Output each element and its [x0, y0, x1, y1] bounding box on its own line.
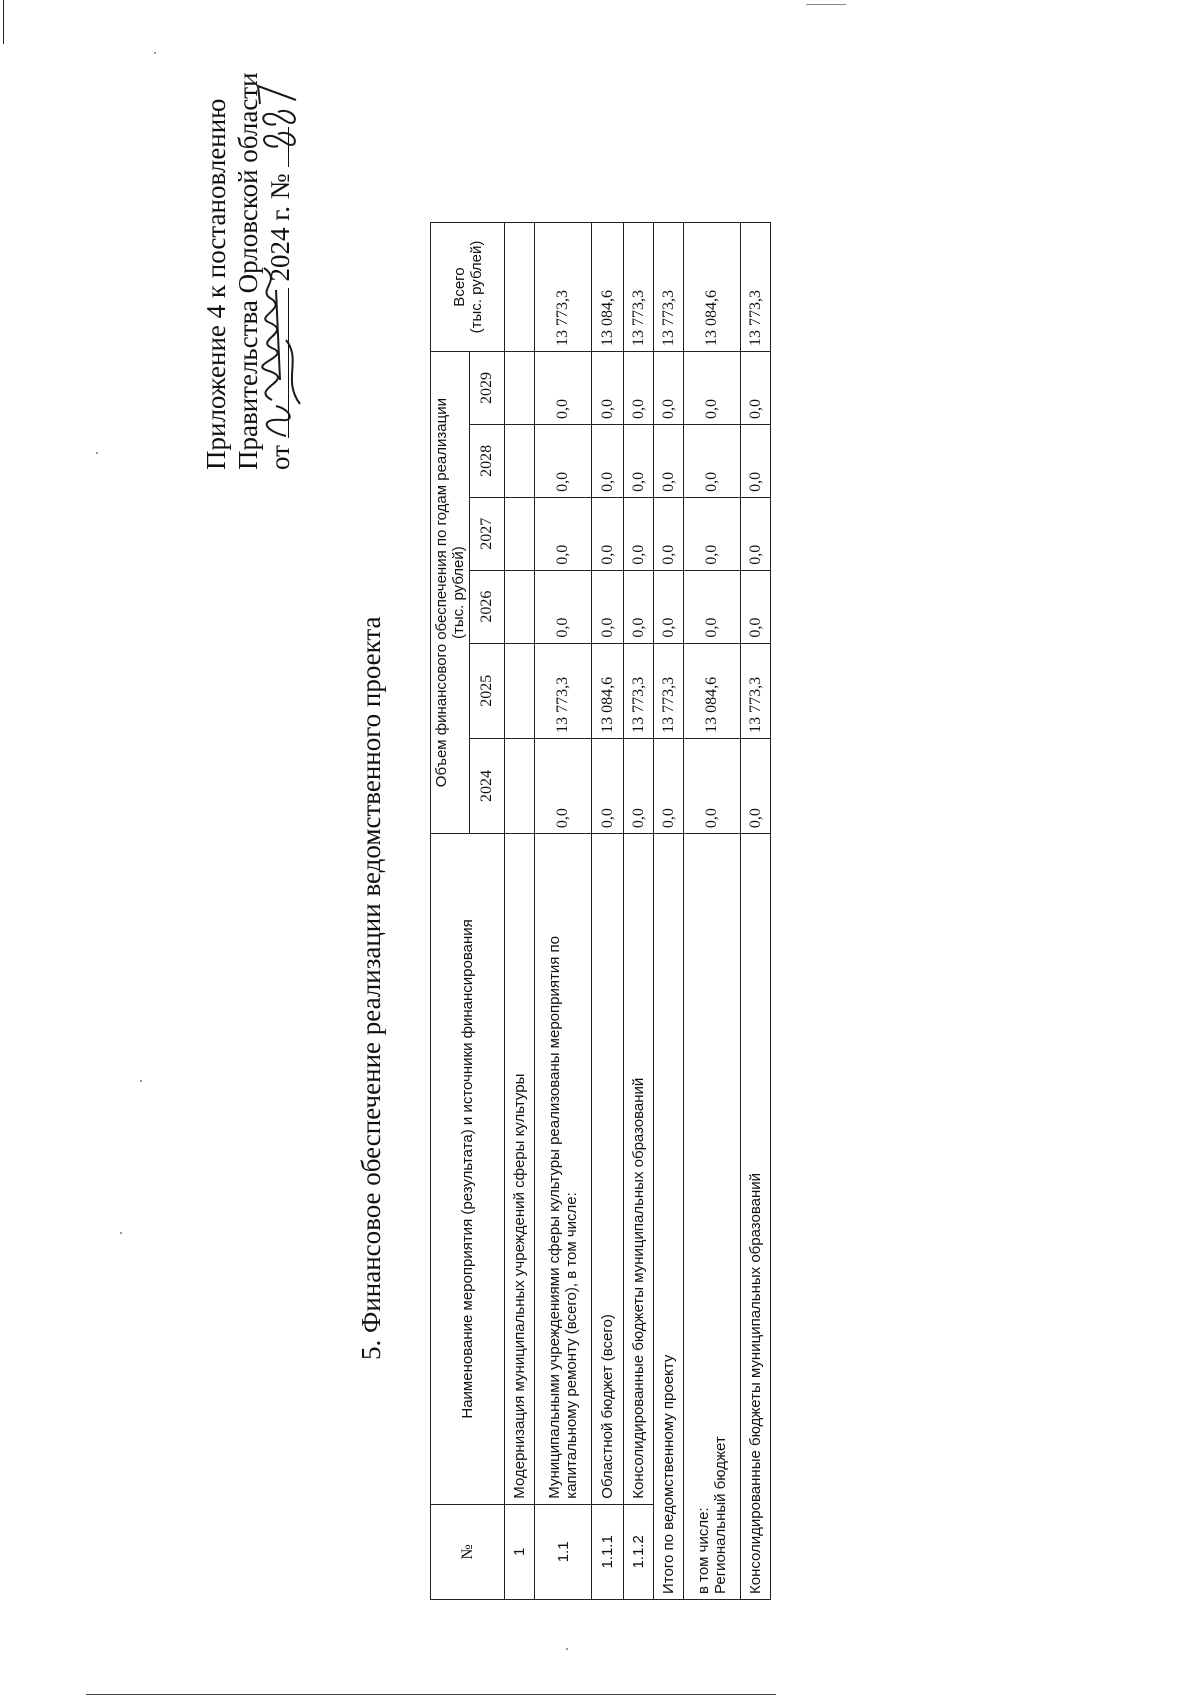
appendix-line-2: Правительства Орловской области: [233, 72, 263, 470]
row-name: Модернизация муниципальных учреждений сферы культуры: [505, 834, 535, 1505]
value-cell: 0,0: [654, 570, 684, 643]
value-cell: 0,0: [684, 738, 741, 833]
table-row: [505, 223, 535, 1600]
total-cell: 13 773,3: [535, 223, 592, 352]
header-year: 2029: [470, 352, 505, 425]
empty-cell: [505, 497, 535, 570]
value-cell: 0,0: [535, 738, 592, 833]
row-name-line-2: Региональный бюджет: [712, 1436, 729, 1594]
empty-cell: [505, 643, 535, 738]
value-cell: 13 084,6: [684, 643, 741, 738]
empty-cell: [505, 424, 535, 497]
header-volume-line-2: (тыс. рублей): [450, 546, 467, 639]
total-cell: 13 773,3: [624, 223, 654, 352]
financing-table: [430, 222, 771, 1600]
value-cell: 0,0: [592, 738, 624, 833]
table-row: [684, 223, 741, 1600]
table-header-row: [431, 223, 470, 1600]
value-cell: 0,0: [624, 738, 654, 833]
row-name: Областной бюджет (всего): [592, 834, 624, 1505]
value-cell: 0,0: [684, 497, 741, 570]
value-cell: 0,0: [741, 424, 771, 497]
appendix-date-line: [264, 110, 296, 470]
value-cell: 13 773,3: [741, 643, 771, 738]
date-year: 2024 г. №: [265, 173, 295, 282]
total-cell: 13 773,3: [654, 223, 684, 352]
value-cell: 0,0: [741, 497, 771, 570]
value-cell: 0,0: [741, 570, 771, 643]
empty-cell: [505, 352, 535, 425]
value-cell: 13 773,3: [535, 643, 592, 738]
header-volume-line-1: Объем финансового обеспечения по годам реализации: [433, 398, 450, 788]
value-cell: 13 084,6: [592, 643, 624, 738]
row-number: 1.1: [535, 1504, 592, 1599]
value-cell: 0,0: [684, 570, 741, 643]
value-cell: 0,0: [741, 738, 771, 833]
row-name: [684, 834, 741, 1600]
date-prefix: от: [265, 445, 295, 470]
total-cell: 13 084,6: [684, 223, 741, 352]
value-cell: 0,0: [624, 352, 654, 425]
value-cell: 0,0: [592, 352, 624, 425]
table-row-total: [654, 223, 684, 1600]
table-row: [535, 223, 592, 1600]
header-total-line-1: Всего: [450, 267, 468, 307]
header-year: 2026: [470, 570, 505, 643]
table-row: [741, 223, 771, 1600]
empty-cell: [505, 223, 535, 352]
value-cell: 0,0: [592, 497, 624, 570]
section-title: 5. Финансовое обеспечение реализации ведомственного проекта: [356, 616, 386, 1360]
value-cell: 0,0: [684, 424, 741, 497]
total-cell: 13 084,6: [592, 223, 624, 352]
empty-cell: [505, 738, 535, 833]
header-year: 2027: [470, 497, 505, 570]
value-cell: 13 773,3: [654, 643, 684, 738]
header-year: 2028: [470, 424, 505, 497]
value-cell: 0,0: [684, 352, 741, 425]
empty-cell: [505, 570, 535, 643]
header-year: 2024: [470, 738, 505, 833]
header-total: [431, 223, 505, 352]
appendix-header: [200, 72, 296, 470]
row-number: 1.1.2: [624, 1504, 654, 1599]
value-cell: 0,0: [535, 424, 592, 497]
header-total-line-2: (тыс. рублей): [467, 240, 485, 334]
value-cell: 0,0: [654, 352, 684, 425]
row-name-line-1: в том числе:: [695, 1507, 712, 1594]
scan-edge-line: [806, 4, 846, 5]
value-cell: 0,0: [535, 352, 592, 425]
value-cell: 0,0: [592, 570, 624, 643]
header-number: №: [431, 1504, 505, 1599]
row-name: Итого по ведомственному проекту: [654, 834, 684, 1600]
value-cell: 0,0: [624, 424, 654, 497]
rotated-document-page: [20, 72, 1140, 1690]
handwritten-document-number: [248, 82, 298, 152]
value-cell: 0,0: [654, 424, 684, 497]
header-year: 2025: [470, 643, 505, 738]
header-activity-name: Наименование мероприятия (результата) и источники финансирования: [431, 834, 505, 1505]
row-number: 1.1.1: [592, 1504, 624, 1599]
scan-edge-line: [3, 0, 4, 44]
row-name: Консолидированные бюджеты муниципальных образований: [741, 834, 771, 1600]
header-volume: [431, 352, 470, 834]
value-cell: 13 773,3: [624, 643, 654, 738]
value-cell: 0,0: [624, 570, 654, 643]
value-cell: 0,0: [535, 570, 592, 643]
appendix-line-1: Приложение 4 к постановлению: [201, 98, 231, 470]
table-row: [624, 223, 654, 1600]
table-row: [592, 223, 624, 1600]
handwritten-date-signature: [242, 250, 304, 440]
value-cell: 0,0: [654, 497, 684, 570]
scan-edge-line: [86, 1694, 776, 1695]
total-cell: 13 773,3: [741, 223, 771, 352]
value-cell: 0,0: [592, 424, 624, 497]
row-name: Консолидированные бюджеты муниципальных образований: [624, 834, 654, 1505]
row-name: Муниципальными учреждениями сферы культуры реализованы мероприятия по капитальному ремонту (всего), в том числе:: [535, 834, 592, 1505]
value-cell: 0,0: [535, 497, 592, 570]
value-cell: 0,0: [654, 738, 684, 833]
row-number: 1: [505, 1504, 535, 1599]
value-cell: 0,0: [741, 352, 771, 425]
value-cell: 0,0: [624, 497, 654, 570]
scan-speck: [154, 52, 156, 54]
